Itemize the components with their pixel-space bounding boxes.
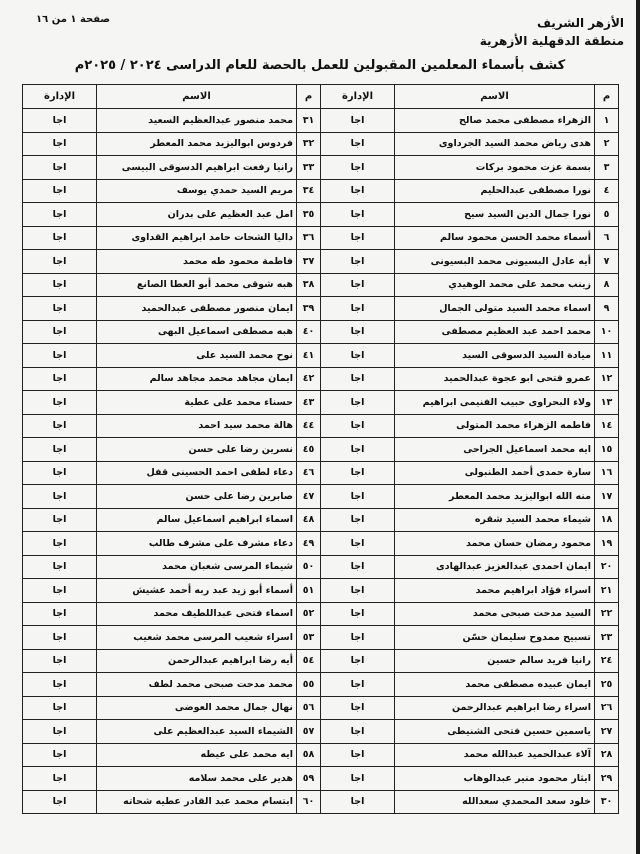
teacher-name: هدير على محمد سلامه (97, 767, 297, 791)
teacher-name: ياسمين حسين فتحى الشنيطى (395, 720, 595, 744)
administration: اجا (321, 767, 395, 791)
administration: اجا (23, 226, 97, 250)
table-row (23, 673, 619, 697)
row-number: ٤٢ (297, 367, 321, 391)
administration: اجا (23, 414, 97, 438)
row-number: ٥٥ (297, 673, 321, 697)
teacher-name: اسماء محمد السيد متولى الجمال (395, 297, 595, 321)
row-number: ٤٤ (297, 414, 321, 438)
table-row (23, 391, 619, 415)
administration: اجا (23, 109, 97, 133)
administration: اجا (23, 344, 97, 368)
teacher-name: أيه عادل البسيونى محمد البسيونى (395, 250, 595, 274)
table-row (23, 626, 619, 650)
column-header-num: م (595, 85, 619, 109)
administration: اجا (321, 790, 395, 814)
administration: اجا (321, 555, 395, 579)
teacher-name: ولاء البحراوى حبيب الفنيمى ابراهيم (395, 391, 595, 415)
administration: اجا (321, 438, 395, 462)
teacher-name: هالة محمد سيد احمد (97, 414, 297, 438)
row-number: ٢٠ (595, 555, 619, 579)
row-number: ٢٧ (595, 720, 619, 744)
row-number: ٣ (595, 156, 619, 180)
teacher-name: اسماء فتحى عبداللطيف محمد (97, 602, 297, 626)
administration: اجا (321, 320, 395, 344)
row-number: ٣٢ (297, 132, 321, 156)
table-row (23, 720, 619, 744)
row-number: ٥٦ (297, 696, 321, 720)
teacher-name: نسرين رضا على حسن (97, 438, 297, 462)
row-number: ١٣ (595, 391, 619, 415)
teacher-name: نوح محمد السيد على (97, 344, 297, 368)
table-row (23, 790, 619, 814)
teacher-name: ايثار محمود منير عبدالوهاب (395, 767, 595, 791)
row-number: ١٩ (595, 532, 619, 556)
table-row (23, 226, 619, 250)
row-number: ١٥ (595, 438, 619, 462)
teacher-name: ميادة السيد الدسوقى السيد (395, 344, 595, 368)
row-number: ٢٣ (595, 626, 619, 650)
table-row (23, 696, 619, 720)
row-number: ٤٦ (297, 461, 321, 485)
row-number: ١ (595, 109, 619, 133)
teacher-name: رانيا فريد سالم حسين (395, 649, 595, 673)
teacher-name: صابرين رضا على حسن (97, 485, 297, 509)
teacher-name: عمرو فتحى ابو عجوة عبدالحميد (395, 367, 595, 391)
teacher-name: هبه شوقى محمد أبو العطا الصانع (97, 273, 297, 297)
table-row (23, 132, 619, 156)
administration: اجا (321, 179, 395, 203)
row-number: ٢٤ (595, 649, 619, 673)
teacher-name: الزهراء مصطفى محمد صالح (395, 109, 595, 133)
document-title: كشف بأسماء المعلمين المقبولين للعمل بالحصة للعام الدراسى ٢٠٢٤ / ٢٠٢٥م (74, 58, 566, 73)
teacher-name: هبه مصطفى اسماعيل البهى (97, 320, 297, 344)
table-row (23, 414, 619, 438)
administration: اجا (23, 743, 97, 767)
teacher-name: رانيا رفعت ابراهيم الدسوقى البيسى (97, 156, 297, 180)
teacher-name: محمد احمد عبد العظيم مصطفى (395, 320, 595, 344)
teacher-name: ايمان عبيده مصطفى محمد (395, 673, 595, 697)
teacher-name: الشيماء السيد عبدالعظيم على (97, 720, 297, 744)
table-row (23, 438, 619, 462)
table-header-row (23, 85, 619, 109)
row-number: ٢٢ (595, 602, 619, 626)
teacher-name: أسماء أبو زيد عبد ربه أحمد عشيش (97, 579, 297, 603)
administration: اجا (23, 297, 97, 321)
teacher-name: نورا جمال الدين السيد سيح (395, 203, 595, 227)
row-number: ١٢ (595, 367, 619, 391)
row-number: ١٤ (595, 414, 619, 438)
administration: اجا (23, 602, 97, 626)
row-number: ٤ (595, 179, 619, 203)
administration: اجا (321, 602, 395, 626)
row-number: ١٦ (595, 461, 619, 485)
row-number: ١١ (595, 344, 619, 368)
row-number: ٣٧ (297, 250, 321, 274)
row-number: ٢ (595, 132, 619, 156)
row-number: ٥٨ (297, 743, 321, 767)
teacher-name: مريم السيد حمدي يوسف (97, 179, 297, 203)
administration: اجا (321, 344, 395, 368)
administration: اجا (23, 508, 97, 532)
row-number: ٣٥ (297, 203, 321, 227)
teacher-name: نهال جمال محمد العوضى (97, 696, 297, 720)
teacher-name: أسماء محمد الحسن محمود سالم (395, 226, 595, 250)
row-number: ٤٣ (297, 391, 321, 415)
teacher-name: حسناء محمد على عطية (97, 391, 297, 415)
teacher-name: اسراء شعيب المرسى محمد شعيب (97, 626, 297, 650)
table-row (23, 297, 619, 321)
teacher-name: سارة حمدى أحمد الطنبولى (395, 461, 595, 485)
administration: اجا (23, 132, 97, 156)
row-number: ٣٨ (297, 273, 321, 297)
teacher-name: زينب محمد على محمد الوهيدي (395, 273, 595, 297)
row-number: ٥٧ (297, 720, 321, 744)
org-name-line1: الأزهر الشريف (536, 16, 624, 30)
administration: اجا (23, 720, 97, 744)
administration: اجا (321, 579, 395, 603)
teacher-name: دعاء لطفى احمد الحسينى قفل (97, 461, 297, 485)
page-number-label: صفحة ١ من ١٦ (36, 14, 111, 25)
row-number: ٧ (595, 250, 619, 274)
row-number: ٣٣ (297, 156, 321, 180)
administration: اجا (321, 414, 395, 438)
administration: اجا (321, 273, 395, 297)
table-row (23, 109, 619, 133)
column-header-num: م (297, 85, 321, 109)
row-number: ٢١ (595, 579, 619, 603)
administration: اجا (321, 203, 395, 227)
table-row (23, 367, 619, 391)
administration: اجا (23, 203, 97, 227)
row-number: ٦٠ (297, 790, 321, 814)
column-header-name: الاسم (395, 85, 595, 109)
administration: اجا (23, 767, 97, 791)
administration: اجا (23, 579, 97, 603)
administration: اجا (321, 250, 395, 274)
organization-header (480, 14, 624, 50)
table-row (23, 555, 619, 579)
teacher-name: نورا مصطفى عبدالحليم (395, 179, 595, 203)
administration: اجا (23, 438, 97, 462)
administration: اجا (321, 461, 395, 485)
administration: اجا (23, 179, 97, 203)
teacher-name: آلاء عبدالحميد عبدالله محمد (395, 743, 595, 767)
row-number: ٨ (595, 273, 619, 297)
table-row (23, 344, 619, 368)
table-row (23, 461, 619, 485)
table-row (23, 156, 619, 180)
administration: اجا (23, 156, 97, 180)
teacher-name: محمد مدحت صبحى محمد لطف (97, 673, 297, 697)
teacher-name: اسراء رضا ابراهيم عبدالرحمن (395, 696, 595, 720)
administration: اجا (321, 532, 395, 556)
table-row (23, 485, 619, 509)
table-row (23, 508, 619, 532)
table-row (23, 743, 619, 767)
teacher-name: ايمان احمدى عبدالعزيز عبدالهادى (395, 555, 595, 579)
teacher-name: ابتسام محمد عبد القادر عطيه شحاته (97, 790, 297, 814)
administration: اجا (321, 673, 395, 697)
administration: اجا (321, 367, 395, 391)
row-number: ٤٥ (297, 438, 321, 462)
teacher-name: محمد منصور عبدالعظيم السعيد (97, 109, 297, 133)
administration: اجا (321, 132, 395, 156)
column-header-admin: الإدارة (23, 85, 97, 109)
administration: اجا (321, 391, 395, 415)
photo-edge-shadow (636, 0, 640, 854)
table-row (23, 602, 619, 626)
administration: اجا (321, 508, 395, 532)
administration: اجا (321, 485, 395, 509)
administration: اجا (23, 673, 97, 697)
administration: اجا (23, 391, 97, 415)
row-number: ٢٥ (595, 673, 619, 697)
row-number: ١٠ (595, 320, 619, 344)
administration: اجا (23, 626, 97, 650)
row-number: ٤١ (297, 344, 321, 368)
teacher-name: ايه محمد على عيطه (97, 743, 297, 767)
row-number: ٣٦ (297, 226, 321, 250)
administration: اجا (321, 226, 395, 250)
row-number: ٦ (595, 226, 619, 250)
teacher-name: ايمان مجاهد محمد مجاهد سالم (97, 367, 297, 391)
administration: اجا (321, 626, 395, 650)
row-number: ٥٤ (297, 649, 321, 673)
row-number: ٥٠ (297, 555, 321, 579)
table-row (23, 320, 619, 344)
row-number: ٤٩ (297, 532, 321, 556)
administration: اجا (23, 250, 97, 274)
table-row (23, 179, 619, 203)
teacher-name: محمود رمضان حسان محمد (395, 532, 595, 556)
row-number: ٥ (595, 203, 619, 227)
org-name-line2: منطقة الدقهلية الأزهرية (479, 34, 624, 48)
teacher-name: فردوس ابواليزيد محمد المعطر (97, 132, 297, 156)
teachers-table (22, 84, 619, 814)
administration: اجا (321, 297, 395, 321)
row-number: ١٨ (595, 508, 619, 532)
administration: اجا (321, 109, 395, 133)
row-number: ٩ (595, 297, 619, 321)
administration: اجا (321, 156, 395, 180)
row-number: ٤٨ (297, 508, 321, 532)
row-number: ٥٩ (297, 767, 321, 791)
teacher-name: فاطمه الزهراء محمد المتولى (395, 414, 595, 438)
teacher-name: داليا الشحات حامد ابراهيم القداوى (97, 226, 297, 250)
table-row (23, 532, 619, 556)
administration: اجا (321, 720, 395, 744)
teacher-name: السيد مدحت صبحى محمد (395, 602, 595, 626)
teacher-name: ايه محمد اسماعيل الجراحى (395, 438, 595, 462)
teacher-name: فاطمة محمود طه محمد (97, 250, 297, 274)
row-number: ٥١ (297, 579, 321, 603)
administration: اجا (321, 743, 395, 767)
teacher-name: منه الله ابواليزيد محمد المعطر (395, 485, 595, 509)
teacher-name: أيه رضا ابراهيم عبدالرحمن (97, 649, 297, 673)
administration: اجا (23, 790, 97, 814)
teacher-name: خلود سعد المحمدي سعدالله (395, 790, 595, 814)
administration: اجا (23, 461, 97, 485)
row-number: ٣٠ (595, 790, 619, 814)
row-number: ٣٤ (297, 179, 321, 203)
table-row (23, 203, 619, 227)
administration: اجا (23, 696, 97, 720)
teacher-name: اسماء ابراهيم اسماعيل سالم (97, 508, 297, 532)
row-number: ٤٧ (297, 485, 321, 509)
administration: اجا (23, 273, 97, 297)
administration: اجا (23, 367, 97, 391)
table-row (23, 767, 619, 791)
administration: اجا (321, 649, 395, 673)
administration: اجا (23, 320, 97, 344)
teacher-name: اسراء فؤاد ابراهيم محمد (395, 579, 595, 603)
administration: اجا (321, 696, 395, 720)
teacher-name: دعاء مشرف على مشرف طالب (97, 532, 297, 556)
teacher-name: شيماء المرسى شعبان محمد (97, 555, 297, 579)
column-header-name: الاسم (97, 85, 297, 109)
row-number: ٥٣ (297, 626, 321, 650)
table-row (23, 579, 619, 603)
row-number: ٤٠ (297, 320, 321, 344)
table-row (23, 649, 619, 673)
table-row (23, 250, 619, 274)
administration: اجا (23, 532, 97, 556)
row-number: ١٧ (595, 485, 619, 509)
table-body (23, 109, 619, 814)
teacher-name: هدى رياض محمد السيد الجرداوى (395, 132, 595, 156)
row-number: ٢٩ (595, 767, 619, 791)
row-number: ٣٩ (297, 297, 321, 321)
teacher-name: امل عبد العظيم على بدران (97, 203, 297, 227)
teacher-name: ايمان منصور مصطفى عبدالحميد (97, 297, 297, 321)
row-number: ٣١ (297, 109, 321, 133)
administration: اجا (23, 485, 97, 509)
teacher-name: تسبيح ممدوح سليمان حسّن (395, 626, 595, 650)
row-number: ٢٦ (595, 696, 619, 720)
teacher-name: شيماء محمد السيد شقره (395, 508, 595, 532)
row-number: ٢٨ (595, 743, 619, 767)
administration: اجا (23, 649, 97, 673)
table-row (23, 273, 619, 297)
row-number: ٥٢ (297, 602, 321, 626)
column-header-admin: الإدارة (321, 85, 395, 109)
teacher-name: بسمة عزت محمود بركات (395, 156, 595, 180)
administration: اجا (23, 555, 97, 579)
